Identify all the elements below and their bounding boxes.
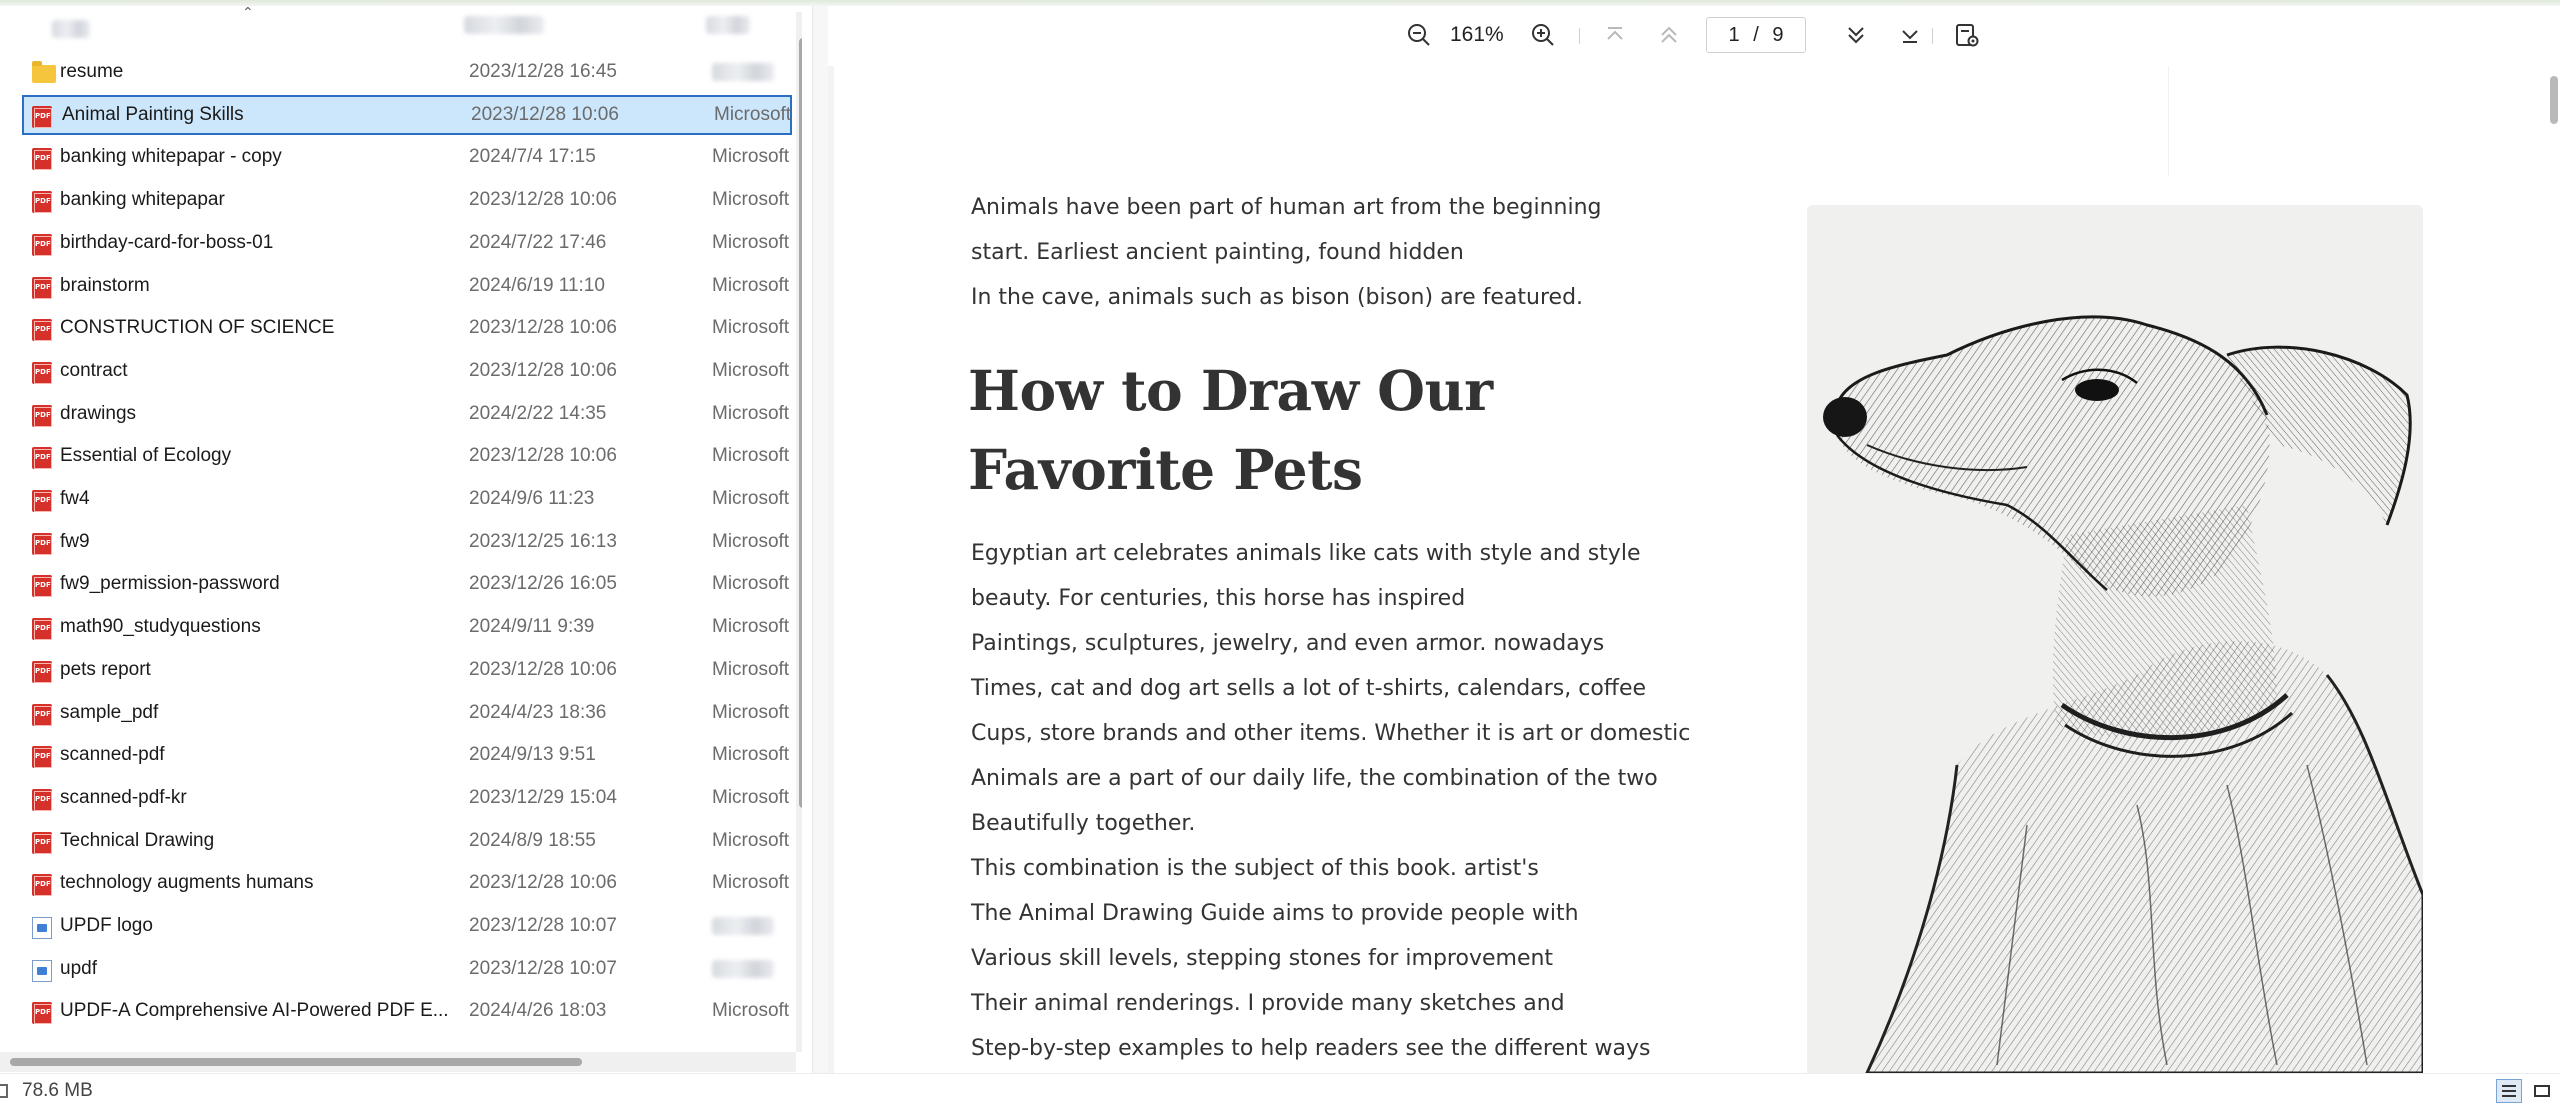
column-header-row bbox=[0, 6, 790, 50]
file-row[interactable] bbox=[22, 650, 792, 690]
file-type: Microsoft bbox=[712, 659, 790, 680]
large-icons-view-button[interactable] bbox=[2528, 1079, 2554, 1103]
file-type: Microsoft bbox=[712, 1000, 790, 1021]
page-number-input[interactable] bbox=[1706, 17, 1806, 53]
file-date-modified: 2024/7/4 17:15 bbox=[469, 146, 596, 167]
file-row[interactable] bbox=[22, 351, 792, 391]
file-type: Microsoft bbox=[712, 531, 790, 552]
column-header-name[interactable] bbox=[52, 20, 90, 38]
text-line: Step-by-step examples to help readers see the different ways bbox=[971, 1036, 1651, 1061]
file-name: banking whitepapar bbox=[60, 189, 225, 210]
page-edge bbox=[2168, 66, 2169, 176]
current-page: 1 bbox=[1728, 24, 1740, 46]
document-file-icon bbox=[32, 960, 52, 982]
zoom-out-button[interactable] bbox=[1404, 20, 1434, 50]
folder-icon bbox=[32, 65, 56, 83]
file-date-modified: 2023/12/29 15:04 bbox=[469, 787, 617, 808]
file-row[interactable] bbox=[22, 821, 792, 861]
pdf-file-icon bbox=[32, 618, 52, 640]
file-name: updf bbox=[60, 958, 97, 979]
pdf-file-icon bbox=[32, 661, 52, 683]
pdf-file-icon bbox=[32, 277, 52, 299]
file-row[interactable] bbox=[22, 394, 792, 434]
file-row[interactable] bbox=[22, 266, 792, 306]
total-pages: 9 bbox=[1772, 24, 1784, 46]
text-line: Cups, store brands and other items. Whether it is art or domestic bbox=[971, 721, 1691, 746]
file-name: contract bbox=[60, 360, 128, 381]
column-header-type[interactable] bbox=[706, 16, 750, 34]
file-name: scanned-pdf-kr bbox=[60, 787, 187, 808]
explorer-horizontal-scroll-thumb[interactable] bbox=[10, 1058, 582, 1066]
last-page-button[interactable] bbox=[1895, 20, 1925, 50]
file-name: Essential of Ecology bbox=[60, 445, 232, 466]
file-date-modified: 2023/12/28 10:06 bbox=[469, 317, 617, 338]
file-date-modified: 2024/7/22 17:46 bbox=[469, 232, 607, 253]
text-line: Paintings, sculptures, jewelry, and even armor. nowadays bbox=[971, 631, 1605, 656]
file-type: Microsoft bbox=[712, 275, 790, 296]
pdf-file-icon bbox=[32, 362, 52, 384]
file-name: drawings bbox=[60, 403, 137, 424]
text-line: Animals are a part of our daily life, the combination of the two bbox=[971, 766, 1658, 791]
first-page-icon bbox=[1600, 20, 1630, 50]
file-name: brainstorm bbox=[60, 275, 150, 296]
text-line: In the cave, animals such as bison (bison) are featured. bbox=[971, 285, 1584, 310]
file-name: math90_studyquestions bbox=[60, 616, 261, 637]
file-type: Microsoft bbox=[712, 146, 790, 167]
text-line: beauty. For centuries, this horse has inspired bbox=[971, 586, 1466, 611]
first-page-button[interactable] bbox=[1600, 20, 1630, 50]
file-type-blurred bbox=[712, 917, 774, 935]
page-separator: / bbox=[1753, 24, 1759, 46]
file-name: fw9_permission-password bbox=[60, 573, 280, 594]
file-date-modified: 2024/2/22 14:35 bbox=[469, 403, 607, 424]
previous-page-button[interactable] bbox=[1654, 20, 1684, 50]
zoom-out-icon bbox=[1404, 20, 1434, 50]
file-row[interactable] bbox=[22, 778, 792, 818]
pdf-file-icon bbox=[32, 575, 52, 597]
file-type: Microsoft bbox=[712, 830, 790, 851]
file-row[interactable] bbox=[22, 522, 792, 562]
selection-icon bbox=[0, 1084, 8, 1098]
details-view-icon bbox=[2502, 1085, 2516, 1097]
file-date-modified: 2023/12/28 16:45 bbox=[469, 61, 617, 82]
column-header-date[interactable] bbox=[464, 16, 544, 34]
double-chevron-up-icon bbox=[1654, 20, 1684, 50]
page-shadow bbox=[828, 66, 834, 1073]
text-line: Various skill levels, stepping stones for improvement bbox=[971, 946, 1554, 971]
file-row[interactable] bbox=[22, 95, 792, 135]
intro-paragraph bbox=[971, 185, 1671, 320]
pdf-file-icon bbox=[32, 533, 52, 555]
file-type: Microsoft bbox=[712, 787, 790, 808]
pdf-file-icon bbox=[32, 319, 52, 341]
file-date-modified: 2023/12/28 10:07 bbox=[469, 915, 617, 936]
file-date-modified: 2023/12/28 10:06 bbox=[471, 104, 619, 125]
file-name: UPDF-A Comprehensive AI-Powered PDF E... bbox=[60, 1000, 449, 1021]
pdf-file-icon bbox=[32, 874, 52, 896]
heading-line: Favorite Pets bbox=[968, 437, 1363, 502]
pdf-page bbox=[828, 66, 2560, 1073]
pdf-file-icon bbox=[32, 447, 52, 469]
tiles-view-icon bbox=[2534, 1085, 2550, 1097]
preview-vertical-scrollbar[interactable] bbox=[2546, 66, 2560, 1073]
preview-scroll-thumb[interactable] bbox=[2550, 76, 2558, 124]
explorer-vertical-scroll-thumb[interactable] bbox=[799, 38, 802, 808]
file-type: Microsoft bbox=[712, 232, 790, 253]
file-row[interactable] bbox=[22, 735, 792, 775]
file-row[interactable] bbox=[22, 479, 792, 519]
file-row[interactable] bbox=[22, 693, 792, 733]
double-chevron-down-icon bbox=[1841, 20, 1871, 50]
body-paragraph bbox=[971, 531, 1691, 1071]
toolbar-separator bbox=[1579, 28, 1580, 44]
file-row[interactable] bbox=[22, 863, 792, 903]
file-date-modified: 2024/4/26 18:03 bbox=[469, 1000, 607, 1021]
text-line: Beautifully together. bbox=[971, 811, 1196, 836]
file-type: Microsoft bbox=[712, 403, 790, 424]
pdf-file-icon bbox=[32, 405, 52, 427]
file-type: Microsoft bbox=[712, 573, 790, 594]
viewer-toolbar bbox=[828, 6, 2560, 66]
file-date-modified: 2023/12/28 10:06 bbox=[469, 445, 617, 466]
file-name: technology augments humans bbox=[60, 872, 314, 893]
file-date-modified: 2023/12/26 16:05 bbox=[469, 573, 617, 594]
file-date-modified: 2024/6/19 11:10 bbox=[469, 275, 605, 296]
file-name: Animal Painting Skills bbox=[62, 104, 244, 125]
zoom-in-button[interactable] bbox=[1528, 20, 1558, 50]
dog-sketch-drawing bbox=[1807, 205, 2423, 1073]
file-name: scanned-pdf bbox=[60, 744, 165, 765]
status-bar bbox=[0, 1073, 2560, 1107]
file-date-modified: 2024/9/11 9:39 bbox=[469, 616, 595, 637]
file-type: Microsoft bbox=[712, 702, 790, 723]
file-type: Microsoft bbox=[712, 616, 790, 637]
file-date-modified: 2023/12/25 16:13 bbox=[469, 531, 617, 552]
last-page-icon bbox=[1895, 20, 1925, 50]
pdf-file-icon bbox=[32, 832, 52, 854]
details-view-button[interactable] bbox=[2496, 1079, 2522, 1103]
explorer-vertical-scrollbar[interactable] bbox=[796, 12, 802, 1052]
pdf-preview-pane bbox=[828, 6, 2560, 1073]
toolbar-separator bbox=[1932, 28, 1933, 44]
file-name: resume bbox=[60, 61, 124, 82]
file-name: birthday-card-for-boss-01 bbox=[60, 232, 274, 253]
file-type-blurred bbox=[712, 960, 774, 978]
file-row[interactable] bbox=[22, 991, 792, 1031]
file-row[interactable] bbox=[22, 180, 792, 220]
file-date-modified: 2024/9/13 9:51 bbox=[469, 744, 596, 765]
file-row[interactable] bbox=[22, 906, 792, 946]
file-row[interactable] bbox=[22, 308, 792, 348]
document-preview-icon bbox=[1952, 20, 1982, 50]
file-row[interactable] bbox=[22, 52, 792, 92]
file-explorer-pane bbox=[0, 6, 802, 1073]
file-row[interactable] bbox=[22, 436, 792, 476]
text-line: Their animal renderings. I provide many sketches and bbox=[971, 991, 1565, 1016]
file-name: pets report bbox=[60, 659, 151, 680]
pdf-file-icon bbox=[32, 148, 52, 170]
file-type: Microsoft bbox=[712, 445, 790, 466]
file-date-modified: 2024/4/23 18:36 bbox=[469, 702, 607, 723]
text-line: Animals have been part of human art from the beginning bbox=[971, 195, 1602, 220]
file-type-blurred bbox=[712, 63, 774, 81]
file-date-modified: 2023/12/28 10:06 bbox=[469, 872, 617, 893]
file-date-modified: 2023/12/28 10:07 bbox=[469, 958, 617, 979]
pdf-file-icon bbox=[32, 1002, 52, 1024]
file-type: Microsoft bbox=[714, 104, 792, 125]
text-line: start. Earliest ancient painting, found hidden bbox=[971, 240, 1464, 265]
pdf-file-icon bbox=[32, 704, 52, 726]
file-name: sample_pdf bbox=[60, 702, 159, 723]
next-page-button[interactable] bbox=[1841, 20, 1871, 50]
pdf-file-icon bbox=[32, 106, 52, 128]
explorer-horizontal-scrollbar[interactable] bbox=[0, 1052, 796, 1072]
text-line: This combination is the subject of this book. artist's bbox=[971, 856, 1539, 881]
pdf-file-icon bbox=[32, 490, 52, 512]
pane-splitter[interactable] bbox=[812, 6, 828, 1073]
file-date-modified: 2024/8/9 18:55 bbox=[469, 830, 596, 851]
file-row[interactable] bbox=[22, 949, 792, 989]
file-date-modified: 2023/12/28 10:06 bbox=[469, 360, 617, 381]
file-name: Technical Drawing bbox=[60, 830, 215, 851]
open-in-reader-button[interactable] bbox=[1952, 20, 1982, 50]
file-row[interactable] bbox=[22, 564, 792, 604]
file-name: fw4 bbox=[60, 488, 90, 509]
file-type: Microsoft bbox=[712, 360, 790, 381]
file-name: banking whitepapar - copy bbox=[60, 146, 282, 167]
file-name: UPDF logo bbox=[60, 915, 153, 936]
heading-line: How to Draw Our bbox=[968, 358, 1493, 423]
file-row[interactable] bbox=[22, 137, 792, 177]
zoom-in-icon bbox=[1528, 20, 1558, 50]
pdf-file-icon bbox=[32, 191, 52, 213]
file-name: CONSTRUCTION OF SCIENCE bbox=[60, 317, 335, 338]
text-line: The Animal Drawing Guide aims to provide people with bbox=[971, 901, 1579, 926]
file-type: Microsoft bbox=[712, 488, 790, 509]
text-line: Egyptian art celebrates animals like cats with style and style bbox=[971, 541, 1641, 566]
text-line: Times, cat and dog art sells a lot of t-shirts, calendars, coffee bbox=[971, 676, 1647, 701]
zoom-level[interactable]: 161% bbox=[1450, 23, 1504, 46]
file-row[interactable] bbox=[22, 223, 792, 263]
document-file-icon bbox=[32, 917, 52, 939]
selected-file-size: 78.6 MB bbox=[22, 1080, 93, 1101]
page-heading bbox=[968, 351, 1493, 509]
file-type: Microsoft bbox=[712, 189, 790, 210]
file-type: Microsoft bbox=[712, 872, 790, 893]
file-name: fw9 bbox=[60, 531, 90, 552]
file-type: Microsoft bbox=[712, 744, 790, 765]
file-date-modified: 2024/9/6 11:23 bbox=[469, 488, 595, 509]
file-row[interactable] bbox=[22, 607, 792, 647]
pdf-file-icon bbox=[32, 234, 52, 256]
pdf-file-icon bbox=[32, 789, 52, 811]
file-date-modified: 2023/12/28 10:06 bbox=[469, 659, 617, 680]
pdf-file-icon bbox=[32, 746, 52, 768]
file-type: Microsoft bbox=[712, 317, 790, 338]
file-date-modified: 2023/12/28 10:06 bbox=[469, 189, 617, 210]
dog-sketch-image bbox=[1807, 205, 2423, 1073]
sort-ascending-icon: ⌃ bbox=[242, 6, 254, 20]
